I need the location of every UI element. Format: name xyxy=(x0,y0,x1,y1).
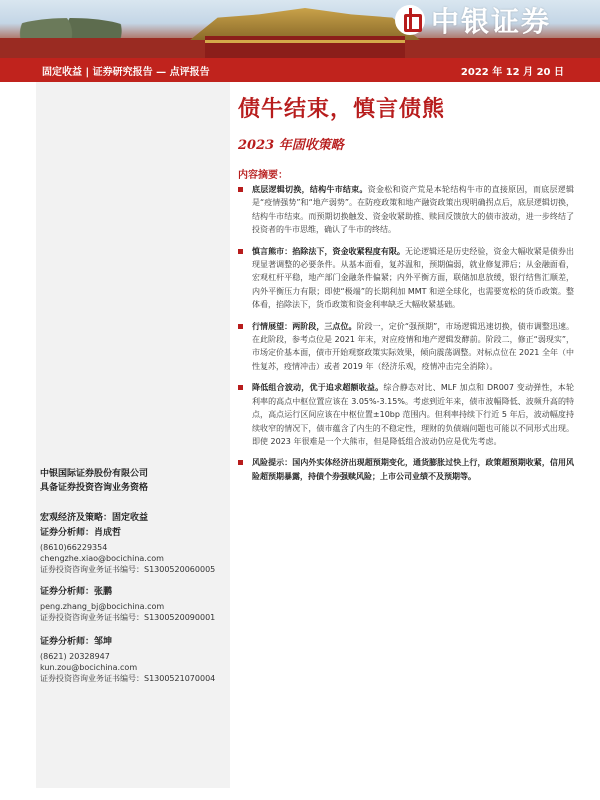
analyst-email[interactable]: chengzhe.xiao@bocichina.com xyxy=(40,554,164,563)
analyst-phone: (8610)66229354 xyxy=(40,543,108,552)
sidebar xyxy=(36,82,230,788)
abstract-bullets xyxy=(236,183,574,483)
risk-highlight: 国内外实体经济出现超预期变化，通货膨胀过快上行，政策超预期收紧，信用风险超预期暴露，持债个券强赎风险；上市公司业绩不及预期等。 xyxy=(252,458,575,481)
institution-name: 中银国际证券股份有限公司 xyxy=(40,469,149,479)
analyst-name: 证券分析师：邹坤 xyxy=(40,637,113,647)
abstract-bullet xyxy=(236,320,574,374)
report-header-bar xyxy=(0,58,600,82)
report-category: 固定收益 | 证券研究报告 — 点评报告 xyxy=(42,67,210,78)
analyst-name: 证券分析师：张鹏 xyxy=(40,587,113,597)
abstract-bullet xyxy=(236,183,574,237)
risk-bullet xyxy=(236,456,574,483)
header-banner xyxy=(0,0,600,58)
analyst-email[interactable]: peng.zhang_bj@bocichina.com xyxy=(40,602,165,611)
analyst-card xyxy=(40,587,228,623)
report-subtitle: 2023 年固收策略 xyxy=(238,138,344,153)
strategy-label: 宏观经济及策略：固定收益 xyxy=(40,513,149,523)
analyst-cert: 证券投资咨询业务证书编号：S1300520060005 xyxy=(40,565,216,574)
analyst-card xyxy=(40,528,228,575)
report-date: 2022 年 12 月 20 日 xyxy=(460,67,564,78)
institution-info xyxy=(40,467,148,495)
abstract-bullet xyxy=(236,245,574,312)
analyst-phone: (8621) 20328947 xyxy=(40,652,110,661)
bullet-lead: 慎言熊市：掐除法下，资金收紧程度有限。 xyxy=(252,246,405,256)
bullet-lead: 底层逻辑切换，结构牛市结束。 xyxy=(252,185,368,194)
analyst-cert: 证券投资咨询业务证书编号：S1300520090001 xyxy=(40,613,216,622)
bullet-lead: 风险提示： xyxy=(252,458,293,468)
bullet-text: 无论逻辑还是历史经验，资金大幅收紧是债券出现显著调整的必要条件。从基本面看，复苏温和，预期偏弱，就业修复滞后；从金融面看，宏观杠杆平稳，地产部门金融条件偏紧；内外平衡方面，联储加息放缓，银行结售汇顺差，内外平衡压力有限；即使“极端”的长期利加 MMT 和逆全球化，也需要宽松的货币政策。整体看，掐除法下，货币政策和资金利率缺乏大幅收紧基础。 xyxy=(252,246,575,310)
bullet-text: 综合静态对比、MLF 加点和 DR007 变动弹性，本轮利率的高点中枢位置应该在 3.05%-3.15%。考虑到近年来，债市波幅降低、波频升高的特点，高点运行区间应该在中枢位置±10bp 范围内。但利率持续下行近 5 年后，波动幅度持续收窄的情况下，债市蕴含了内生的不稳定性，理财的负债端问题也可能以不同形式出现。即使 2023 年很难是一个大熊市，但是降低组合波动仍应是优先考虑。 xyxy=(252,383,575,446)
bullet-text: 资金松和资产荒是本轮结构牛市的直接原因，而底层逻辑是“疫情强势”和“地产弱势”。在防疫政策和地产融资政策出现明确拐点后，底层逻辑切换，结构牛市结束。而预期切换触发、资金收紧助推、赎回反馈放大的债市波动，进一步终结了投资者的牛市思维，确认了牛市的终结。 xyxy=(252,185,575,235)
brand-name: 中银证券 xyxy=(431,5,552,38)
banner-wall-left xyxy=(0,38,210,58)
analyst-email[interactable]: kun.zou@bocichina.com xyxy=(40,663,138,672)
institution-qualification: 具备证券投资咨询业务资格 xyxy=(40,483,149,493)
boc-logo-icon xyxy=(395,5,425,35)
abstract-label: 内容摘要： xyxy=(238,170,288,181)
analyst-name: 证券分析师：肖成哲 xyxy=(40,528,122,538)
brand-logo xyxy=(395,2,551,38)
bullet-lead: 降低组合波动，优于追求超额收益。 xyxy=(252,383,384,393)
analyst-card xyxy=(40,637,228,684)
abstract-bullet xyxy=(236,381,574,448)
bullet-lead: 行情展望：两阶段，三点位。 xyxy=(252,321,357,331)
analyst-cert: 证券投资咨询业务证书编号：S1300521070004 xyxy=(40,674,216,683)
report-title: 债牛结束，慎言债熊 xyxy=(238,96,446,122)
banner-wall-right xyxy=(400,38,600,58)
banner-palace-hall xyxy=(205,36,405,58)
bullet-text: 阶段一，定价“强预期”，市场逻辑迅速切换，债市调整迅速。在此阶段，参考点位是 2021 年末，对应疫情和地产逻辑发酵前。阶段二，修正“弱现实”，市场定价基本面，债市开始观察政策实际效果，倾向震荡调整。对标点位在 2021 全年（中性复苏，疫情冲击）或者 2019 年（经济乐观，疫情冲击完全消除）。 xyxy=(252,321,574,371)
